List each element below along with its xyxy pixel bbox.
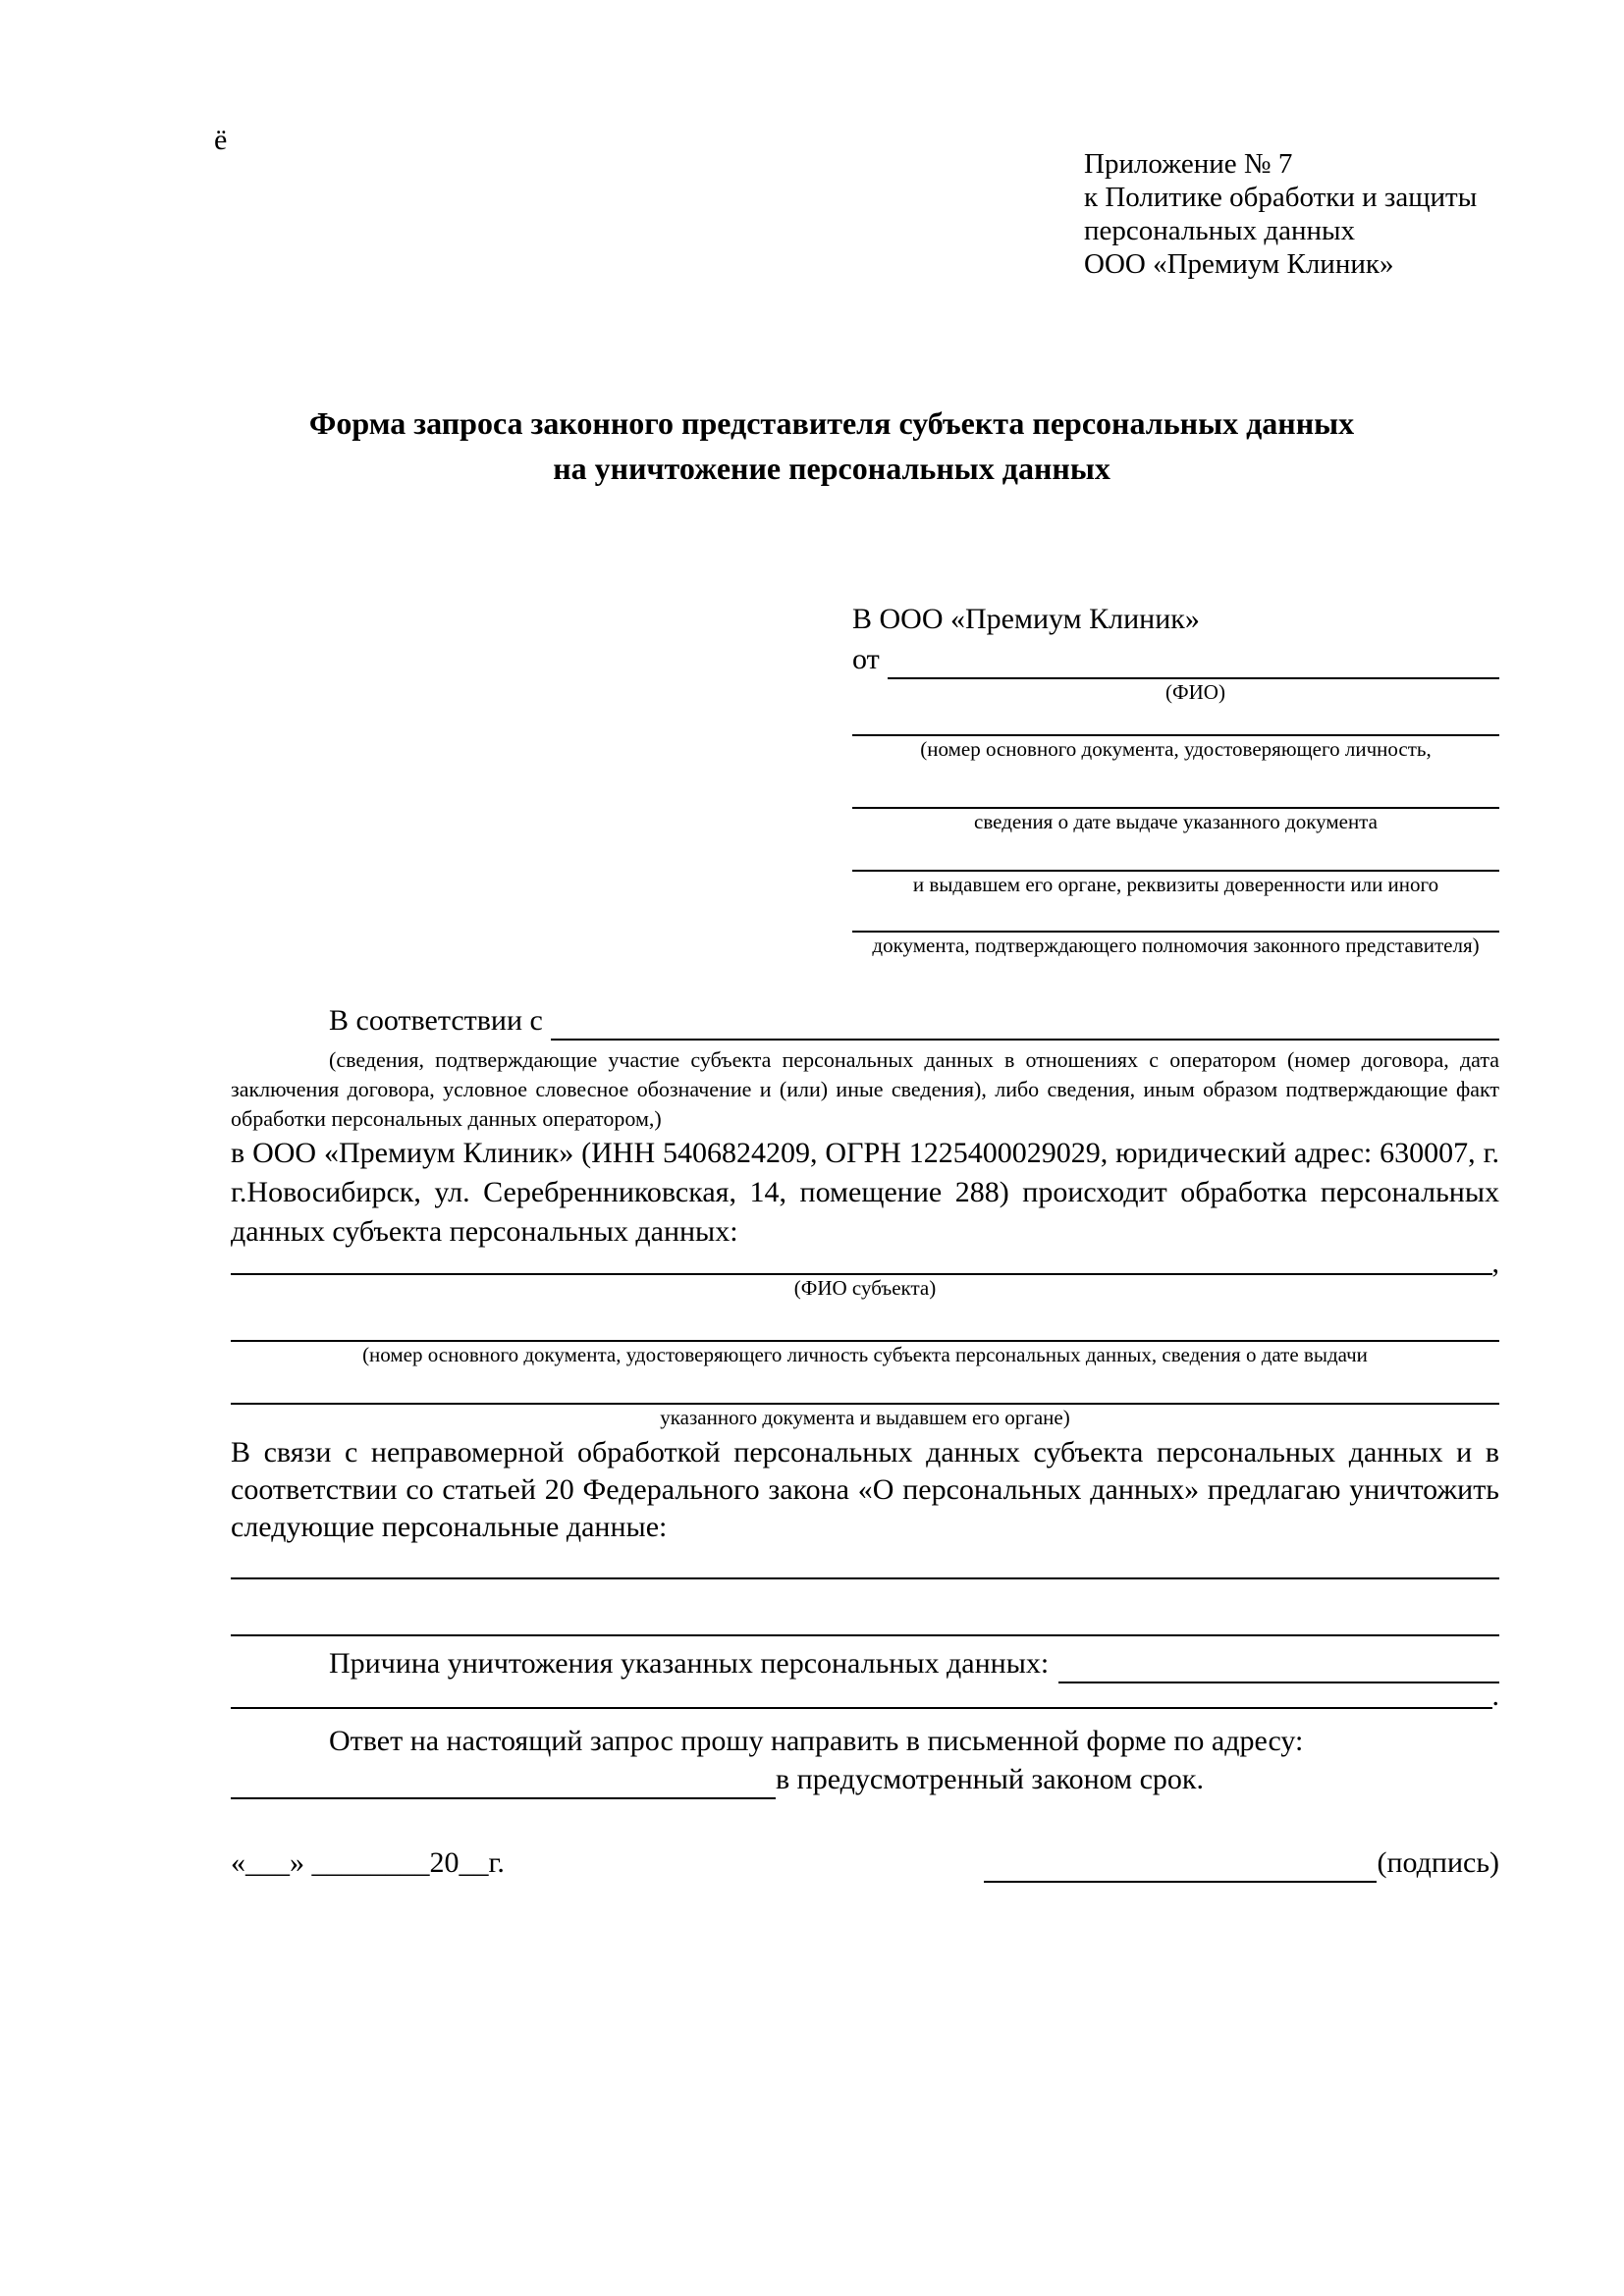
reply-address-blank-line: [231, 1797, 776, 1799]
appendix-line-1: Приложение № 7: [1084, 148, 1293, 180]
subject-fio-caption: (ФИО субъекта): [793, 1276, 937, 1300]
subject-doc-caption-2: указанного документа и выдавшем его органе): [660, 1406, 1070, 1429]
page-title-line-2: на уничтожение персональных данных: [553, 451, 1110, 486]
reply-address-line: [231, 1760, 1499, 1799]
reply-paragraph-text: Ответ на настоящий запрос прошу направить в письменной форме по адресу:: [329, 1725, 1304, 1757]
appendix-line-4: ООО «Премиум Клиник»: [1084, 248, 1394, 280]
body-section: [231, 1001, 1499, 1799]
authority-caption: документа, подтверждающего полномочия законного представителя): [872, 934, 1480, 957]
from-line: [852, 640, 1499, 679]
signature-blank-line: [984, 1881, 1377, 1883]
addressee-block: [852, 599, 1499, 958]
doc-number-caption: (номер основного документа, удостоверяющего личность,: [920, 737, 1432, 761]
reply-tail-text: в предусмотренный законом срок.: [776, 1763, 1204, 1795]
addressee-to: В ООО «Премиум Клиник»: [852, 603, 1200, 635]
according-blank-line: [551, 1039, 1499, 1041]
stray-char: ё: [214, 124, 228, 156]
signature-caption: (подпись): [1377, 1846, 1499, 1879]
demand-paragraph: В связи с неправомерной обработкой персональных данных субъекта персональных данных и в соответствии со статьей 20 Федерального закона «О персональных данных» предлагаю уничтожить следующие персональные данные:: [231, 1436, 1499, 1543]
data-list-blank-line-2: [231, 1634, 1499, 1636]
page-title-line-1: Форма запроса законного представителя субъекта персональных данных: [308, 405, 1355, 441]
issue-date-caption: сведения о дате выдаче указанного документа: [974, 810, 1378, 833]
trailing-comma: ,: [1491, 1247, 1499, 1279]
issuer-caption: и выдавшем его органе, реквизиты доверенности или иного: [912, 873, 1439, 896]
page-title: [157, 400, 1506, 491]
signature-group: [984, 1843, 1499, 1883]
appendix-line-2: к Политике обработки и защиты: [1084, 182, 1478, 213]
operator-paragraph: в ООО «Премиум Клиник» (ИНН 5406824209, ОГРН 1225400029029, юридический адрес: 630007, г. г.Новосибирск, ул. Серебренниковская, 14, помещение 288) происходит обработка персональных данных субъекта персональных данных:: [231, 1137, 1499, 1248]
appendix-block: [1084, 147, 1506, 281]
reason-continuation-line: [231, 1680, 1499, 1712]
date-line: «___» ________20__г.: [231, 1846, 505, 1879]
fio-caption: (ФИО): [1165, 680, 1225, 704]
according-line: [231, 1001, 1499, 1041]
according-note: (сведения, подтверждающие участие субъекта персональных данных в отношениях с оператором (номер договора, дата заключения договора, условное словесное обозначение и (или) иные сведения), либо сведения, иным образом подтверждающие факт обработки персональных данных оператором,): [231, 1047, 1499, 1131]
according-label: В соответствии с: [329, 1004, 543, 1037]
reason-blank-line: [1058, 1682, 1499, 1683]
from-label: от: [852, 643, 880, 675]
reason-continuation-blank-line: [231, 1707, 1492, 1709]
footer-row: [231, 1843, 1499, 1883]
subject-fio-line: [231, 1247, 1499, 1279]
subject-doc-caption-1: (номер основного документа, удостоверяющего личность субъекта персональных данных, сведения о дате выдачи: [362, 1343, 1368, 1366]
data-list-blank-line-1: [231, 1577, 1499, 1579]
appendix-line-3: персональных данных: [1084, 215, 1356, 246]
trailing-period: .: [1491, 1680, 1499, 1712]
reason-label: Причина уничтожения указанных персональных данных:: [329, 1647, 1050, 1680]
reason-line: [231, 1644, 1499, 1683]
reply-paragraph: [231, 1723, 1499, 1760]
